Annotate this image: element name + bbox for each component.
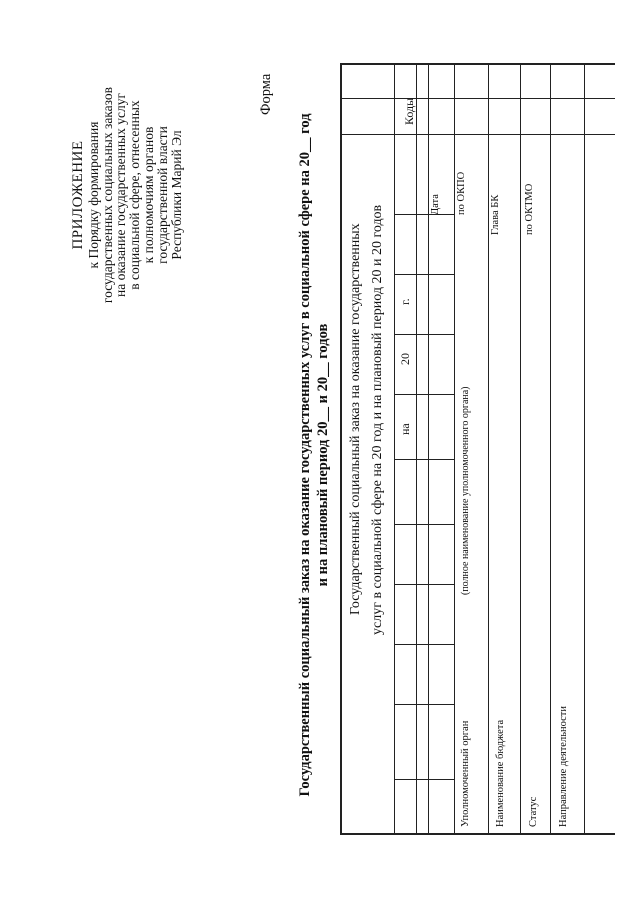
row-budget: Наименование бюджета	[495, 719, 506, 827]
row-activity: Направление деятельности	[558, 706, 569, 827]
appendix-line-4: в социальной сфере, отнесенных	[127, 100, 143, 290]
appendix-line-2: государственных социальных заказов	[99, 86, 115, 304]
table-border-top	[340, 63, 342, 835]
table-line-h6	[520, 63, 521, 835]
table-line-h1	[394, 63, 395, 835]
codes-header: Коды	[402, 97, 416, 125]
codes-okpo: по ОКПО	[456, 171, 467, 215]
table-line-h7	[550, 63, 551, 835]
document-title	[296, 65, 332, 845]
table-line-v2	[394, 704, 454, 705]
appendix-line-3: на оказание государственных услуг	[113, 92, 129, 298]
codes-column-mid	[340, 98, 615, 99]
appendix-line-6: государственной власти	[154, 126, 170, 264]
box-year-prefix: 20	[398, 353, 412, 365]
table-line-v1	[394, 779, 454, 780]
table-border-right	[340, 64, 615, 66]
table-line-h3	[428, 63, 429, 835]
appendix-line-5: к полномочиям органов	[140, 126, 156, 264]
appendix-block	[72, 85, 183, 305]
table-border-left	[340, 834, 615, 836]
table-line-h2	[416, 63, 417, 835]
table-line-v10	[394, 214, 454, 215]
table-line-h5	[488, 63, 489, 835]
form-table	[340, 63, 615, 835]
box-title-line-1: Государственный социальный заказ на оказание государственных	[348, 223, 363, 615]
codes-column-left	[340, 134, 615, 135]
table-line-v5	[394, 524, 454, 525]
box-year-suffix: г.	[398, 298, 412, 305]
row-authority: Уполномоченный орган	[460, 720, 471, 827]
appendix-line-7: Республики Марий Эл	[168, 130, 184, 260]
table-line-v3	[394, 644, 454, 645]
codes-oktmo: по ОКТМО	[524, 183, 535, 235]
title-line-2: и на плановый период 20__ и 20__ годов	[315, 323, 331, 587]
codes-glava-bk: Глава БК	[490, 194, 501, 235]
codes-date: Дата	[430, 194, 441, 215]
appendix-heading: ПРИЛОЖЕНИЕ	[70, 140, 86, 250]
table-line-v7	[394, 394, 454, 395]
row-status: Статус	[528, 796, 539, 827]
title-line-1: Государственный социальный заказ на оказание государственных услуг в социальной сфере на 20__ год	[297, 113, 313, 797]
appendix-line-1: к Порядку формирования	[85, 121, 101, 269]
row-authority-hint: (полное наименование уполномоченного органа)	[460, 386, 471, 595]
table-line-h4	[454, 63, 455, 835]
table-line-v6	[394, 459, 454, 460]
form-label: Форма	[258, 73, 274, 115]
table-line-h8	[584, 63, 585, 835]
box-on-label: на	[398, 423, 412, 435]
table-line-v8	[394, 334, 454, 335]
box-title-line-2: услуг в социальной сфере на 20 год и на плановый период 20 и 20 годов	[370, 204, 385, 635]
table-line-v9	[394, 274, 454, 275]
table-line-v4	[394, 584, 454, 585]
